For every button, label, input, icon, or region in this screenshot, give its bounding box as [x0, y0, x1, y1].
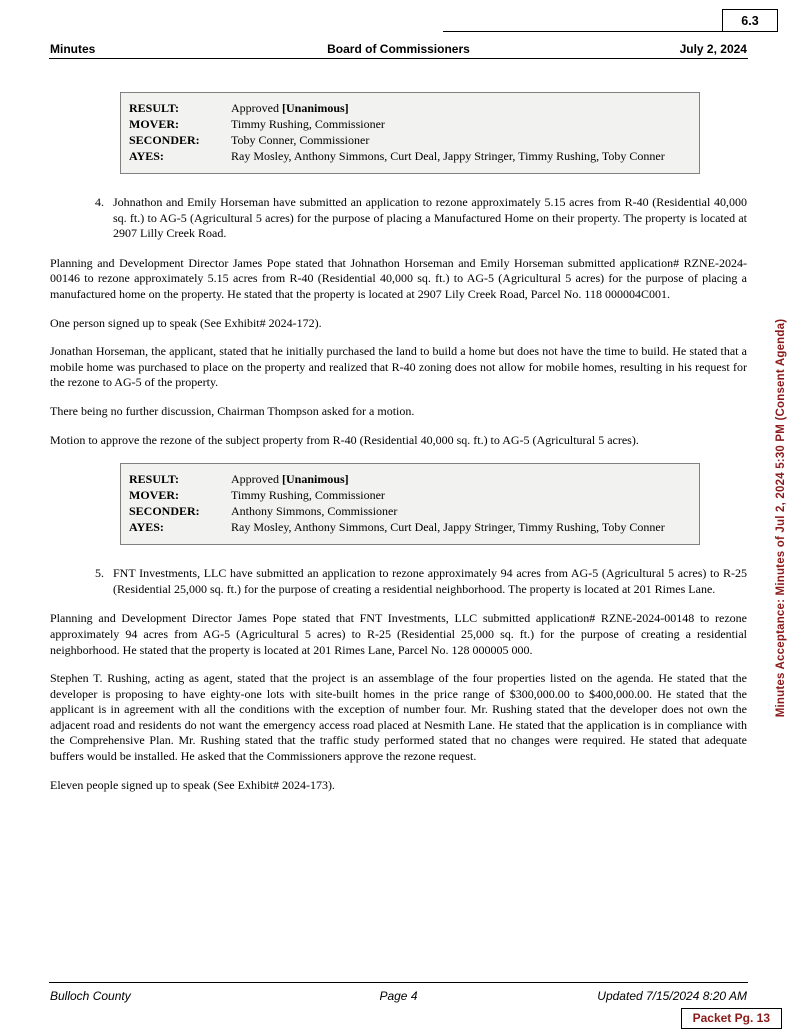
sidebar-watermark-text: Minutes Acceptance: Minutes of Jul 2, 2024 5:30 PM (Consent Agenda): [775, 318, 787, 717]
vote-row-result: [129, 100, 675, 116]
vote-value: [231, 100, 675, 116]
vote-result-unanimous: [Unanimous]: [282, 472, 349, 487]
footer-rule: [49, 982, 748, 983]
vote-value: Ray Mosley, Anthony Simmons, Curt Deal, Jappy Stringer, Timmy Rushing, Toby Conner: [231, 149, 665, 163]
vote-label: RESULT:: [129, 101, 180, 115]
agenda-item-number: 6.3: [741, 13, 759, 28]
page-header: [50, 41, 747, 57]
vote-value: Toby Conner, Commissioner: [231, 133, 370, 147]
item-text: Johnathon and Emily Horseman have submitted an application to rezone approximately 5.15 acres from R-40 (Residential 40,000 sq. ft.) to AG-5 (Agricultural 5 acres) for the purpose of placing a Manufactured Home on their property. The property is located at 2907 Lilly Creek Road.: [113, 195, 747, 241]
vote-result-unanimous: [Unanimous]: [282, 101, 349, 115]
vote-value: Timmy Rushing, Commissioner: [231, 488, 385, 503]
header-body-name: Board of Commissioners: [327, 42, 470, 56]
vote-row-ayes: [129, 519, 675, 535]
vote-result-text: Approved: [231, 472, 279, 487]
vote-row-seconder: [129, 132, 675, 148]
vote-value: [231, 471, 675, 487]
vote-label: AYES:: [129, 520, 164, 535]
paragraph: Eleven people signed up to speak (See Exhibit# 2024-173).: [50, 777, 335, 792]
vote-result-block: [120, 463, 700, 545]
minutes-body: [50, 76, 747, 806]
vote-row-mover: [129, 487, 675, 503]
paragraph: Stephen T. Rushing, acting as agent, stated that the project is an assemblage of the four properties listed on the agenda. He stated that the developer is proposing to have eighty-one lots with site-built homes in the price range of $300,000.00 to $400,000.00. He stated that the applicant is in agreement with all the conditions with the exception of number four. Mr. Rushing stated that the developer does not own the adjacent road and residents do not want the emergency access road placed at Nesmith Lane. He stated that the application is in compliance with the Comprehensive Plan. Mr. Rushing stated that the traffic study performed stated that no changes were required. He stated that adequate buffers would be installed. He asked that the Commissioners approve the rezone request.: [50, 671, 747, 764]
item-number: 4.: [95, 195, 104, 209]
vote-label: SECONDER:: [129, 504, 200, 519]
vote-label: MOVER:: [129, 117, 179, 131]
vote-label: RESULT:: [129, 472, 180, 487]
paragraph: Jonathan Horseman, the applicant, stated that he initially purchased the land to build a home but does not have the time to build. He stated that a mobile home was purchased to place on the property and realized that R-40 zoning does not allow for mobile homes, resulting in his request for the rezone to AG-5 of the property.: [50, 344, 747, 390]
vote-row-ayes: [129, 148, 675, 164]
packet-page-box: [681, 1008, 782, 1029]
paragraph: Motion to approve the rezone of the subject property from R-40 (Residential 40,000 sq. ft.) to AG-5 (Agricultural 5 acres).: [50, 432, 639, 447]
header-meeting-date: July 2, 2024: [679, 42, 747, 56]
vote-value: Ray Mosley, Anthony Simmons, Curt Deal, Jappy Stringer, Timmy Rushing, Toby Conner: [231, 520, 665, 535]
vote-row-mover: [129, 116, 675, 132]
vote-row-result: [129, 471, 675, 487]
vote-result-block: [120, 92, 700, 174]
paragraph: There being no further discussion, Chairman Thompson asked for a motion.: [50, 403, 415, 418]
footer-updated-timestamp: Updated 7/15/2024 8:20 AM: [597, 989, 747, 1003]
corner-divider-line: [443, 31, 722, 32]
vote-label: MOVER:: [129, 488, 179, 503]
header-rule: [49, 58, 748, 59]
paragraph: Planning and Development Director James Pope stated that Johnathon Horseman and Emily Horseman submitted application# RZNE-2024-00146 to rezone approximately 5.15 acres from R-40 (Residential 40,000 sq. ft.) to AG-5 (Agricultural 5 acres) for the purpose of placing a manufactured home on the property. He stated that the property is located at 2907 Lily Creek Road, Parcel No. 118 000004C001.: [50, 255, 747, 301]
vote-label: SECONDER:: [129, 133, 200, 147]
vote-row-seconder: [129, 503, 675, 519]
vote-label: AYES:: [129, 149, 164, 163]
vote-value: Timmy Rushing, Commissioner: [231, 117, 385, 131]
header-document-type: Minutes: [50, 42, 96, 56]
item-text: FNT Investments, LLC have submitted an application to rezone approximately 94 acres from AG-5 (Agricultural 5 acres) to R-25 (Residential 25,000 sq. ft.) for the purpose of creating a residential neighborhood. The property is located at 201 Rimes Lane.: [113, 566, 747, 596]
agenda-item-4: [95, 195, 747, 242]
page-footer: [50, 988, 747, 1004]
paragraph: One person signed up to speak (See Exhibit# 2024-172).: [50, 315, 322, 330]
vote-result-text: Approved: [231, 101, 279, 115]
packet-page-label: Packet Pg. 13: [692, 1011, 770, 1025]
agenda-item-5: [95, 566, 747, 597]
footer-page-number: Page 4: [379, 989, 418, 1003]
agenda-item-number-box: [722, 9, 778, 32]
vote-value: Anthony Simmons, Commissioner: [231, 504, 398, 519]
paragraph: Planning and Development Director James Pope stated that FNT Investments, LLC submitted application# RZNE-2024-00148 to rezone approximately 94 acres from AG-5 (Agricultural 5 acres) to R-25 (Residential 25,000 sq. ft.) for the purpose of creating a residential neighborhood. He stated that the property is located at 201 Rimes Lane, Parcel No. 128 000005 000.: [50, 611, 747, 657]
item-number: 5.: [95, 566, 104, 581]
footer-county-name: Bulloch County: [50, 989, 131, 1003]
